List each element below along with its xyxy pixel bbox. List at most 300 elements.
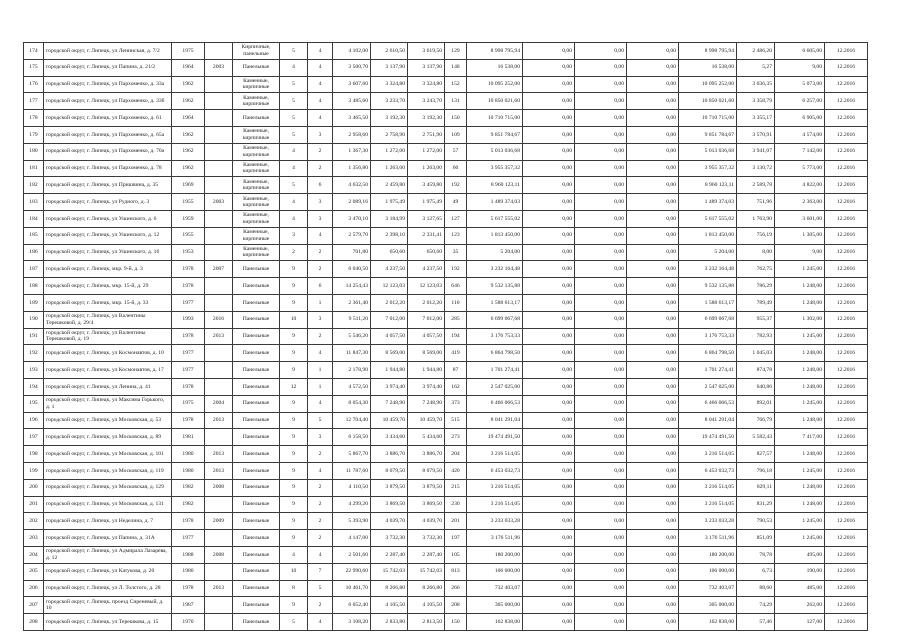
cell-entrances: 4	[308, 93, 333, 110]
cell-year-built: 1969	[172, 177, 205, 194]
cell-cost-part-1: 0,00	[523, 345, 575, 362]
cell-residents: 129	[445, 43, 467, 60]
cell-year-built: 1962	[172, 93, 205, 110]
cell-residential-area: 8 569,00	[408, 345, 445, 362]
cell-address: городской округ, г. Липецк, ул Валентины Терешковой, д. 29/4	[44, 311, 172, 328]
cell-entrances: 4	[308, 614, 333, 631]
cell-total-area: 4 572,50	[333, 378, 371, 395]
cell-wall-material: Панельные	[233, 530, 280, 547]
cell-cost-part-3: 0,00	[627, 93, 679, 110]
cell-cost-part-3: 0,00	[627, 126, 679, 143]
cell-residential-area: 10 459,70	[408, 412, 445, 429]
cell-floors: 5	[280, 76, 308, 93]
cell-wall-material: Панельные	[233, 462, 280, 479]
cell-cost-part-3: 0,00	[627, 244, 679, 261]
cell-address: городской округ, г. Липецк, ул Московская, д. 101	[44, 446, 172, 463]
cell-cost-per-sqm: 756,19	[737, 227, 775, 244]
cell-cost-per-sqm: 78,78	[737, 546, 775, 563]
cell-cost-per-sqm: 6,73	[737, 563, 775, 580]
cell-max-cost-per-sqm: 6 905,00	[775, 110, 825, 127]
cell-total-cost: 3 233 033,28	[467, 513, 523, 530]
cell-cost-part-2: 0,00	[575, 294, 627, 311]
cell-year-renovated	[205, 563, 233, 580]
cell-year-built: 1978	[172, 513, 205, 530]
cell-wall-material: Каменные, кирпичные	[233, 160, 280, 177]
table-row	[24, 446, 868, 463]
cell-cost-per-sqm: 892,01	[737, 395, 775, 412]
cell-residents: 208	[445, 597, 467, 614]
cell-wall-material: Каменные, кирпичные	[233, 143, 280, 160]
cell-cost-part-3: 0,00	[627, 563, 679, 580]
cell-residential-area: 8 266,80	[408, 580, 445, 597]
cell-living-area: 10 459,70	[371, 412, 408, 429]
cell-year-renovated	[205, 177, 233, 194]
cell-cost-part-1: 0,00	[523, 210, 575, 227]
cell-residential-area: 4 057,50	[408, 328, 445, 345]
cell-floors: 5	[280, 126, 308, 143]
cell-floors: 9	[280, 278, 308, 295]
cell-row-number: 194	[24, 378, 44, 395]
cell-cost-part-2: 0,00	[575, 210, 627, 227]
cell-cost-part-3: 0,00	[627, 261, 679, 278]
table-row	[24, 412, 868, 429]
cell-total-area: 5 546,20	[333, 328, 371, 345]
cell-year-built: 1980	[172, 446, 205, 463]
cell-total-cost: 1 813 450,00	[467, 227, 523, 244]
cell-cost-owners: 3 232 164,48	[679, 261, 737, 278]
cell-total-cost: 3 176 753,33	[467, 328, 523, 345]
cell-total-area: 5 393,90	[333, 513, 371, 530]
cell-cost-owners: 3 216 514,05	[679, 446, 737, 463]
cell-residents: 197	[445, 530, 467, 547]
cell-planned-date: 12.2016	[825, 143, 868, 160]
table-row	[24, 597, 868, 614]
cell-cost-per-sqm: 955,37	[737, 311, 775, 328]
cell-total-area: 701,80	[333, 244, 371, 261]
cell-max-cost-per-sqm: 1 245,00	[775, 462, 825, 479]
cell-row-number: 189	[24, 294, 44, 311]
cell-living-area: 15 742,03	[371, 563, 408, 580]
cell-year-renovated	[205, 110, 233, 127]
cell-entrances: 4	[308, 345, 333, 362]
table-row	[24, 513, 868, 530]
cell-year-renovated	[205, 378, 233, 395]
cell-entrances: 6	[308, 278, 333, 295]
cell-total-area: 2 361,40	[333, 294, 371, 311]
cell-cost-per-sqm: 88,60	[737, 580, 775, 597]
cell-entrances: 7	[308, 563, 333, 580]
cell-row-number: 186	[24, 244, 44, 261]
cell-total-area: 3 607,60	[333, 76, 371, 93]
cell-row-number: 182	[24, 177, 44, 194]
cell-total-area: 3 500,70	[333, 59, 371, 76]
cell-total-area: 4 147,00	[333, 530, 371, 547]
cell-residential-area: 2 012,20	[408, 294, 445, 311]
cell-cost-part-3: 0,00	[627, 345, 679, 362]
cell-residents: 646	[445, 278, 467, 295]
cell-wall-material: Панельные	[233, 328, 280, 345]
cell-cost-owners: 5 617 555,02	[679, 210, 737, 227]
cell-cost-owners: 3 176 511,96	[679, 530, 737, 547]
cell-year-built: 1970	[172, 614, 205, 631]
cell-wall-material: Панельные	[233, 59, 280, 76]
cell-cost-per-sqm: 3 570,91	[737, 126, 775, 143]
cell-floors: 9	[280, 294, 308, 311]
cell-total-cost: 6 453 032,73	[467, 462, 523, 479]
cell-year-built: 1982	[172, 496, 205, 513]
cell-planned-date: 12.2016	[825, 110, 868, 127]
cell-residents: 150	[445, 110, 467, 127]
cell-max-cost-per-sqm: 6 257,00	[775, 93, 825, 110]
cell-cost-part-1: 0,00	[523, 395, 575, 412]
cell-total-cost: 3 216 514,05	[467, 496, 523, 513]
cell-planned-date: 12.2016	[825, 76, 868, 93]
cell-entrances: 2	[308, 479, 333, 496]
cell-floors: 9	[280, 395, 308, 412]
cell-cost-per-sqm: 766,79	[737, 412, 775, 429]
cell-max-cost-per-sqm: 1 248,00	[775, 294, 825, 311]
cell-total-cost: 5 617 555,02	[467, 210, 523, 227]
cell-total-cost: 5 013 036,68	[467, 143, 523, 160]
cell-wall-material: Панельные	[233, 513, 280, 530]
cell-cost-part-3: 0,00	[627, 311, 679, 328]
cell-cost-part-1: 0,00	[523, 227, 575, 244]
cell-year-renovated: 2009	[205, 513, 233, 530]
cell-cost-part-2: 0,00	[575, 614, 627, 631]
cell-floors: 9	[280, 261, 308, 278]
cell-planned-date: 12.2016	[825, 395, 868, 412]
cell-cost-part-3: 0,00	[627, 278, 679, 295]
cell-cost-part-3: 0,00	[627, 580, 679, 597]
cell-year-built: 1988	[172, 546, 205, 563]
cell-cost-part-1: 0,00	[523, 126, 575, 143]
cell-cost-owners: 5 204,00	[679, 244, 737, 261]
cell-total-area: 11 847,30	[333, 345, 371, 362]
cell-residential-area: 3 732,30	[408, 530, 445, 547]
cell-entrances: 5	[308, 580, 333, 597]
cell-year-built: 1978	[172, 328, 205, 345]
cell-row-number: 198	[24, 446, 44, 463]
table-row	[24, 43, 868, 60]
cell-planned-date: 12.2016	[825, 378, 868, 395]
cell-floors: 9	[280, 597, 308, 614]
cell-residents: 215	[445, 479, 467, 496]
cell-year-built: 1975	[172, 43, 205, 60]
cell-cost-part-2: 0,00	[575, 261, 627, 278]
cell-year-built: 1977	[172, 362, 205, 379]
cell-total-cost: 1 489 374,03	[467, 194, 523, 211]
cell-cost-owners: 1 489 374,03	[679, 194, 737, 211]
cell-max-cost-per-sqm: 9,00	[775, 244, 825, 261]
cell-year-renovated	[205, 345, 233, 362]
cell-planned-date: 12.2016	[825, 59, 868, 76]
cell-row-number: 204	[24, 546, 44, 563]
cell-planned-date: 12.2016	[825, 362, 868, 379]
cell-living-area: 12 123,03	[371, 278, 408, 295]
cell-cost-part-1: 0,00	[523, 530, 575, 547]
cell-max-cost-per-sqm: 1 245,00	[775, 395, 825, 412]
cell-total-cost: 8 041 291,04	[467, 412, 523, 429]
cell-row-number: 179	[24, 126, 44, 143]
cell-living-area: 2 459,80	[371, 177, 408, 194]
cell-entrances: 4	[308, 59, 333, 76]
cell-row-number: 174	[24, 43, 44, 60]
cell-address: городской округ, г. Липецк, ул Ленина, д. 41	[44, 378, 172, 395]
cell-living-area: 2 610,50	[371, 43, 408, 60]
cell-planned-date: 12.2016	[825, 479, 868, 496]
cell-cost-part-3: 0,00	[627, 462, 679, 479]
cell-residents: 285	[445, 311, 467, 328]
table-row	[24, 362, 868, 379]
cell-cost-part-2: 0,00	[575, 597, 627, 614]
cell-cost-per-sqm: 3 358,79	[737, 93, 775, 110]
cell-living-area: 2 398,10	[371, 227, 408, 244]
cell-max-cost-per-sqm: 4 822,00	[775, 177, 825, 194]
cell-address: городской округ, г. Липецк, ул Терешкова, д. 15	[44, 614, 172, 631]
cell-wall-material: Панельные	[233, 378, 280, 395]
table-row	[24, 462, 868, 479]
cell-row-number: 208	[24, 614, 44, 631]
cell-year-built: 1953	[172, 244, 205, 261]
cell-cost-part-2: 0,00	[575, 93, 627, 110]
cell-cost-part-3: 0,00	[627, 227, 679, 244]
cell-address: городской округ, г. Липецк, ул Папина, д. 21/2	[44, 59, 172, 76]
cell-total-area: 6 158,50	[333, 429, 371, 446]
cell-year-built: 1975	[172, 395, 205, 412]
cell-wall-material: Панельные	[233, 580, 280, 597]
cell-address: городской округ, г. Липецк, ул Пришвина, д. 35	[44, 177, 172, 194]
cell-entrances: 3	[308, 194, 333, 211]
cell-year-built: 1980	[172, 462, 205, 479]
cell-planned-date: 12.2016	[825, 429, 868, 446]
cell-address: городской округ, г. Липецк, ул Космонавтов, д. 10	[44, 345, 172, 362]
cell-year-renovated	[205, 227, 233, 244]
cell-cost-part-3: 0,00	[627, 429, 679, 446]
cell-residential-area: 2 331,41	[408, 227, 445, 244]
cell-address: городской округ, г. Липецк, ул Папина, д. 31А	[44, 530, 172, 547]
cell-entrances: 4	[308, 227, 333, 244]
cell-residents: 127	[445, 210, 467, 227]
cell-cost-per-sqm: 3 130,72	[737, 160, 775, 177]
cell-planned-date: 12.2016	[825, 160, 868, 177]
cell-cost-part-3: 0,00	[627, 160, 679, 177]
cell-total-area: 3 108,20	[333, 614, 371, 631]
cell-residents: 266	[445, 580, 467, 597]
cell-row-number: 206	[24, 580, 44, 597]
cell-living-area: 3 886,70	[371, 446, 408, 463]
cell-year-renovated	[205, 597, 233, 614]
cell-total-cost: 3 216 514,05	[467, 479, 523, 496]
cell-year-renovated: 2013	[205, 412, 233, 429]
cell-cost-part-1: 0,00	[523, 311, 575, 328]
table-row	[24, 294, 868, 311]
cell-total-area: 4 102,00	[333, 43, 371, 60]
cell-max-cost-per-sqm: 262,00	[775, 597, 825, 614]
cell-max-cost-per-sqm: 6 605,00	[775, 43, 825, 60]
cell-total-area: 8 054,30	[333, 395, 371, 412]
cell-cost-part-1: 0,00	[523, 597, 575, 614]
cell-cost-owners: 732 403,07	[679, 580, 737, 597]
cell-cost-owners: 305 000,00	[679, 597, 737, 614]
cell-residential-area: 4 039,70	[408, 513, 445, 530]
cell-total-area: 3 470,10	[333, 210, 371, 227]
cell-cost-part-1: 0,00	[523, 194, 575, 211]
cell-year-built: 1962	[172, 160, 205, 177]
cell-planned-date: 12.2016	[825, 446, 868, 463]
cell-cost-part-3: 0,00	[627, 177, 679, 194]
cell-residents: 204	[445, 446, 467, 463]
cell-total-area: 11 787,60	[333, 462, 371, 479]
cell-residential-area: 8 079,50	[408, 462, 445, 479]
cell-total-area: 2 958,60	[333, 126, 371, 143]
cell-max-cost-per-sqm: 7 142,00	[775, 143, 825, 160]
cell-total-cost: 9 532 135,88	[467, 278, 523, 295]
cell-living-area: 2 833,80	[371, 614, 408, 631]
cell-residents: 373	[445, 395, 467, 412]
cell-year-renovated: 2007	[205, 261, 233, 278]
cell-residential-area: 5 434,60	[408, 429, 445, 446]
cell-wall-material: Каменные, кирпичные	[233, 227, 280, 244]
cell-year-renovated: 2013	[205, 328, 233, 345]
cell-total-cost: 8 998 795,94	[467, 43, 523, 60]
cell-cost-per-sqm: 2 589,78	[737, 177, 775, 194]
cell-cost-part-1: 0,00	[523, 244, 575, 261]
cell-year-renovated	[205, 76, 233, 93]
cell-planned-date: 12.2016	[825, 126, 868, 143]
cell-year-renovated	[205, 496, 233, 513]
cell-cost-owners: 10 710 715,00	[679, 110, 737, 127]
table-row	[24, 530, 868, 547]
cell-year-built: 1977	[172, 345, 205, 362]
cell-living-area: 3 137,90	[371, 59, 408, 76]
cell-row-number: 199	[24, 462, 44, 479]
cell-entrances: 1	[308, 294, 333, 311]
cell-wall-material: Панельные	[233, 614, 280, 631]
cell-planned-date: 12.2016	[825, 614, 868, 631]
cell-max-cost-per-sqm: 5 773,00	[775, 160, 825, 177]
cell-cost-part-1: 0,00	[523, 513, 575, 530]
cell-cost-per-sqm: 5,27	[737, 59, 775, 76]
cell-cost-part-1: 0,00	[523, 362, 575, 379]
cell-wall-material: Панельные	[233, 110, 280, 127]
cell-cost-owners: 1 813 450,00	[679, 227, 737, 244]
cell-residential-area: 3 869,50	[408, 496, 445, 513]
cell-row-number: 200	[24, 479, 44, 496]
cell-cost-per-sqm: 3 355,17	[737, 110, 775, 127]
cell-address: городской округ, г. Липецк, ул Максима Горького, д. 1	[44, 395, 172, 412]
cell-cost-part-2: 0,00	[575, 479, 627, 496]
table-row	[24, 429, 868, 446]
cell-row-number: 205	[24, 563, 44, 580]
cell-row-number: 183	[24, 194, 44, 211]
cell-address: городской округ, г. Липецк, ул Рудного, д. 3	[44, 194, 172, 211]
cell-floors: 5	[280, 93, 308, 110]
cell-living-area: 650,60	[371, 244, 408, 261]
cell-total-area: 2 089,16	[333, 194, 371, 211]
cell-address: городской округ, г. Липецк, ул Пархоменко, д. 65а	[44, 126, 172, 143]
cell-year-renovated	[205, 43, 233, 60]
cell-living-area: 3 879,50	[371, 479, 408, 496]
cell-year-renovated	[205, 143, 233, 160]
cell-floors: 10	[280, 563, 308, 580]
cell-cost-part-3: 0,00	[627, 194, 679, 211]
cell-cost-owners: 19 474 491,50	[679, 429, 737, 446]
cell-entrances: 4	[308, 462, 333, 479]
cell-max-cost-per-sqm: 1 305,00	[775, 227, 825, 244]
cell-cost-owners: 6 466 066,53	[679, 395, 737, 412]
cell-living-area: 4 039,70	[371, 513, 408, 530]
cell-floors: 9	[280, 462, 308, 479]
cell-wall-material: Каменные, кирпичные	[233, 177, 280, 194]
cell-cost-part-1: 0,00	[523, 446, 575, 463]
cell-wall-material: Панельные	[233, 412, 280, 429]
cell-planned-date: 12.2016	[825, 563, 868, 580]
cell-residential-area: 7 248,90	[408, 395, 445, 412]
cell-cost-part-3: 0,00	[627, 110, 679, 127]
cell-cost-owners: 6 699 067,68	[679, 311, 737, 328]
cell-wall-material: Панельные	[233, 395, 280, 412]
cell-entrances: 2	[308, 597, 333, 614]
cell-cost-part-1: 0,00	[523, 328, 575, 345]
cell-cost-part-2: 0,00	[575, 278, 627, 295]
cell-year-renovated: 2004	[205, 395, 233, 412]
cell-year-built: 1962	[172, 126, 205, 143]
cell-cost-part-2: 0,00	[575, 227, 627, 244]
cell-floors: 5	[280, 614, 308, 631]
cell-cost-owners: 16 538,00	[679, 59, 737, 76]
cell-entrances: 3	[308, 210, 333, 227]
cell-cost-part-1: 0,00	[523, 261, 575, 278]
cell-total-area: 14 254,43	[333, 278, 371, 295]
cell-cost-part-2: 0,00	[575, 76, 627, 93]
cell-residents: 194	[445, 328, 467, 345]
cell-cost-part-1: 0,00	[523, 160, 575, 177]
cell-residential-area: 3 459,80	[408, 177, 445, 194]
cell-cost-part-3: 0,00	[627, 59, 679, 76]
cell-floors: 2	[280, 244, 308, 261]
cell-max-cost-per-sqm: 190,00	[775, 563, 825, 580]
cell-cost-owners: 6 864 798,50	[679, 345, 737, 362]
cell-total-cost: 10 710 715,00	[467, 110, 523, 127]
cell-cost-owners: 3 176 753,33	[679, 328, 737, 345]
cell-entrances: 2	[308, 496, 333, 513]
cell-max-cost-per-sqm: 1 245,00	[775, 513, 825, 530]
cell-entrances: 2	[308, 160, 333, 177]
cell-cost-owners: 180 200,00	[679, 546, 737, 563]
cell-planned-date: 12.2016	[825, 345, 868, 362]
cell-floors: 3	[280, 227, 308, 244]
cell-wall-material: Каменные, кирпичные	[233, 244, 280, 261]
cell-cost-part-3: 0,00	[627, 395, 679, 412]
cell-cost-part-3: 0,00	[627, 412, 679, 429]
cell-cost-part-2: 0,00	[575, 143, 627, 160]
cell-wall-material: Панельные	[233, 278, 280, 295]
cell-living-area: 7 248,90	[371, 395, 408, 412]
cell-residents: 515	[445, 412, 467, 429]
cell-floors: 10	[280, 311, 308, 328]
cell-residents: 123	[445, 227, 467, 244]
cell-row-number: 175	[24, 59, 44, 76]
cell-cost-part-1: 0,00	[523, 412, 575, 429]
cell-floors: 9	[280, 362, 308, 379]
cell-year-renovated: 2013	[205, 580, 233, 597]
cell-address: городской округ, г. Липецк, ул Валентины Терешковой, д. 19	[44, 328, 172, 345]
cell-residential-area: 3 879,50	[408, 479, 445, 496]
cell-floors: 5	[280, 110, 308, 127]
cell-entrances: 4	[308, 76, 333, 93]
cell-living-area: 3 732,30	[371, 530, 408, 547]
cell-living-area: 2 758,90	[371, 126, 408, 143]
